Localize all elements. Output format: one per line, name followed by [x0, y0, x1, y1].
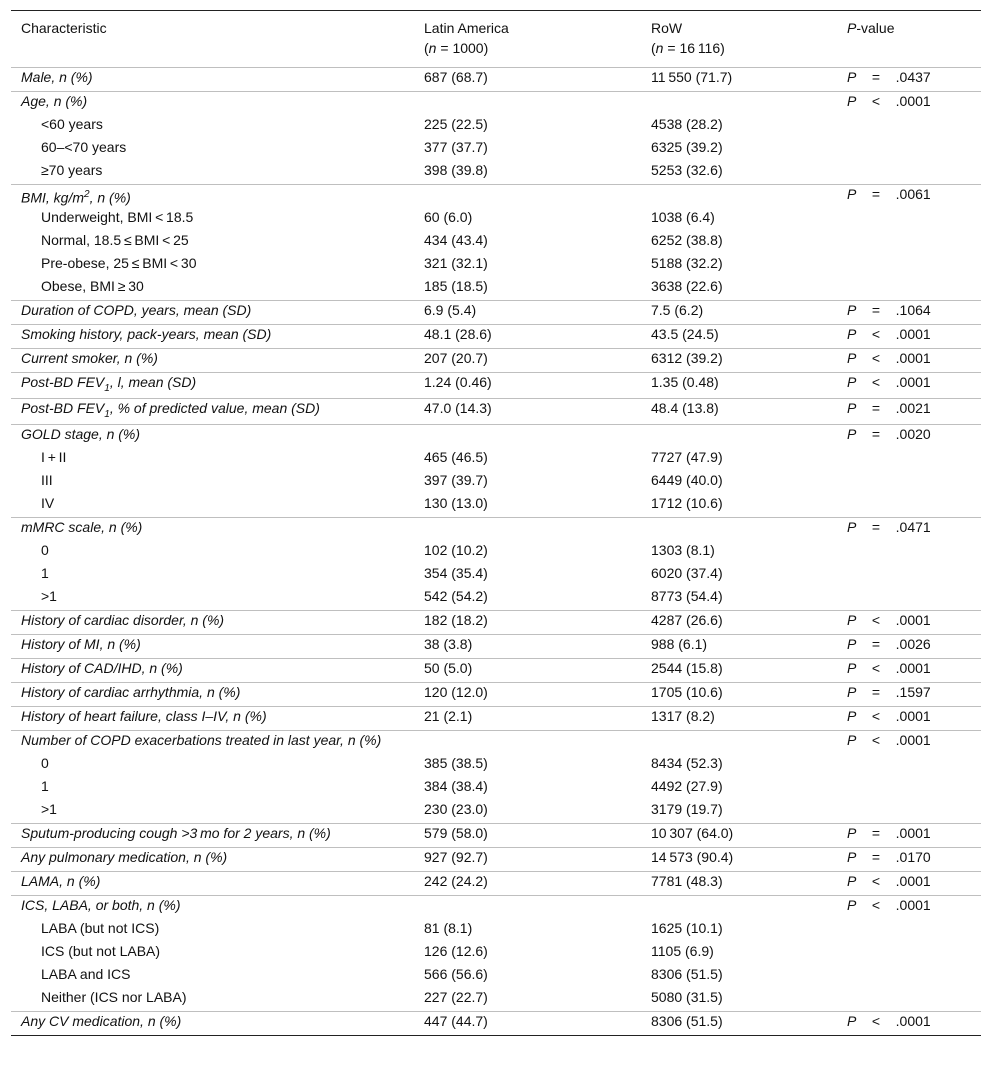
table-row — [11, 988, 981, 1012]
cell-row-region: 48.4 (13.8) — [641, 398, 837, 424]
cell-characteristic: GOLD stage, n (%) — [11, 424, 414, 448]
cell-p-value: P = .1597 — [837, 682, 981, 706]
cell-characteristic: Post-BD $FEV_1$, % of predicted value, mean (SD) — [11, 398, 414, 424]
cell-characteristic: >1 — [41, 587, 57, 604]
cell-row-region: 4538 (28.2) — [651, 116, 723, 132]
table-row — [11, 208, 981, 231]
cell-characteristic: Current smoker, n (%) — [11, 349, 414, 373]
cell-p-value — [837, 564, 981, 587]
cell-row-region: 7.5 (6.2) — [641, 301, 837, 325]
cell-characteristic: LABA (but not ICS) — [41, 919, 160, 936]
cell-characteristic: Post-BD $FEV_1$, l, mean (SD) — [11, 373, 414, 399]
cell-row-region — [641, 895, 837, 919]
cell-row-region — [641, 185, 837, 209]
cell-characteristic: History of MI, n (%) — [11, 634, 414, 658]
cell-p-value: P < .0001 — [837, 373, 981, 399]
cell-p-value: P < .0001 — [837, 325, 981, 349]
table-row — [11, 115, 981, 138]
table-row — [11, 1011, 981, 1035]
cell-row-region: 4492 (27.9) — [651, 777, 723, 794]
cell-p-value: P = .0020 — [837, 424, 981, 448]
cell-latin-america: 6.9 (5.4) — [414, 301, 641, 325]
header-row-n: (n = 16 116) — [651, 40, 725, 56]
cell-row-region: 2544 (15.8) — [641, 658, 837, 682]
cell-p-value: P = .0021 — [837, 398, 981, 424]
table-row — [11, 730, 981, 754]
cell-p-value: P = .0170 — [837, 847, 981, 871]
cell-latin-america: 60 (6.0) — [424, 209, 473, 225]
cell-row-region: 5080 (31.5) — [651, 988, 723, 1005]
cell-latin-america: 398 (39.8) — [424, 162, 488, 178]
cell-characteristic: History of cardiac arrhythmia, n (%) — [11, 682, 414, 706]
cell-characteristic: 0 — [41, 541, 49, 558]
cell-p-value: P < .0001 — [837, 610, 981, 634]
cell-p-value: P = .1064 — [837, 301, 981, 325]
table-row — [11, 965, 981, 988]
cell-p-value: P < .0001 — [837, 895, 981, 919]
table-row — [11, 706, 981, 730]
table-row — [11, 847, 981, 871]
cell-characteristic: Neither (ICS nor LABA) — [41, 988, 187, 1005]
cell-row-region — [641, 424, 837, 448]
table-row — [11, 494, 981, 518]
cell-characteristic: Number of COPD exacerbations treated in last year, n (%) — [11, 730, 837, 754]
cell-latin-america: 385 (38.5) — [424, 754, 488, 771]
cell-p-value: P = .0001 — [837, 823, 981, 847]
cell-characteristic: BMI, $kg/m^2$, n (%) — [11, 185, 414, 209]
cell-characteristic: ≥70 years — [41, 162, 103, 178]
table-row — [11, 517, 981, 541]
cell-characteristic: ICS (but not LABA) — [41, 942, 161, 959]
cell-characteristic: IV — [41, 494, 55, 511]
table-row — [11, 919, 981, 942]
cell-p-value — [837, 138, 981, 161]
cell-latin-america: 579 (58.0) — [414, 823, 641, 847]
cell-latin-america: 377 (37.7) — [424, 139, 488, 155]
cell-characteristic: 1 — [41, 564, 49, 581]
cell-p-value — [837, 541, 981, 564]
cell-row-region: 3638 (22.6) — [651, 278, 723, 294]
header-row-label: RoW — [651, 20, 683, 36]
cell-row-region: 1105 (6.9) — [651, 942, 714, 959]
cell-p-value — [837, 754, 981, 777]
cell-characteristic: Any CV medication, n (%) — [11, 1011, 414, 1035]
cell-row-region: 7781 (48.3) — [641, 871, 837, 895]
cell-p-value: P = .0471 — [837, 517, 981, 541]
header-latin-america-n: (n = 1000) — [424, 40, 489, 56]
cell-p-value: P < .0001 — [837, 92, 981, 116]
cell-characteristic: Underweight, BMI < 18.5 — [41, 209, 194, 225]
cell-row-region: 5188 (32.2) — [651, 255, 723, 271]
cell-p-value — [837, 254, 981, 277]
table-row — [11, 587, 981, 611]
cell-latin-america: 225 (22.5) — [424, 116, 488, 132]
cell-p-value: P = .0026 — [837, 634, 981, 658]
cell-p-value: P < .0001 — [837, 706, 981, 730]
table-row — [11, 754, 981, 777]
cell-latin-america: 321 (32.1) — [424, 255, 488, 271]
table-row — [11, 185, 981, 209]
table-row — [11, 658, 981, 682]
cell-p-value: P < .0001 — [837, 871, 981, 895]
cell-latin-america: 227 (22.7) — [424, 988, 488, 1005]
cell-latin-america: 130 (13.0) — [424, 494, 488, 511]
cell-row-region: 7727 (47.9) — [651, 448, 723, 465]
cell-latin-america: 397 (39.7) — [424, 471, 488, 488]
header-row-region — [641, 11, 837, 68]
table-row — [11, 325, 981, 349]
cell-characteristic: History of heart failure, class I–IV, n (%) — [11, 706, 414, 730]
cell-latin-america — [414, 424, 641, 448]
cell-p-value: P = .0437 — [837, 68, 981, 92]
table-row — [11, 610, 981, 634]
cell-latin-america: 230 (23.0) — [424, 800, 488, 817]
cell-latin-america: 354 (35.4) — [424, 564, 488, 581]
cell-characteristic: <60 years — [41, 116, 103, 132]
cell-latin-america — [414, 92, 641, 116]
cell-characteristic: >1 — [41, 800, 57, 817]
cell-row-region — [641, 92, 837, 116]
cell-latin-america: 21 (2.1) — [414, 706, 641, 730]
table-row — [11, 471, 981, 494]
cell-latin-america: 47.0 (14.3) — [414, 398, 641, 424]
cell-characteristic: Sputum-producing cough >3 mo for 2 years, n (%) — [11, 823, 414, 847]
cell-p-value — [837, 448, 981, 471]
header-latin-america-label: Latin America — [424, 20, 509, 36]
cell-characteristic: III — [41, 471, 53, 488]
cell-characteristic: Pre-obese, 25 ≤ BMI < 30 — [41, 255, 197, 271]
cell-p-value: P < .0001 — [837, 1011, 981, 1035]
cell-row-region: 43.5 (24.5) — [641, 325, 837, 349]
table-row — [11, 349, 981, 373]
cell-p-value — [837, 161, 981, 185]
cell-row-region: 8434 (52.3) — [651, 754, 723, 771]
table-row — [11, 800, 981, 824]
cell-latin-america: 384 (38.4) — [424, 777, 488, 794]
table-row — [11, 564, 981, 587]
cell-characteristic: LABA and ICS — [41, 965, 131, 982]
cell-p-value — [837, 115, 981, 138]
table-header — [11, 11, 981, 68]
cell-characteristic: Male, n (%) — [11, 68, 414, 92]
cell-characteristic: 60–<70 years — [41, 139, 127, 155]
cell-latin-america — [414, 185, 641, 209]
table-row — [11, 777, 981, 800]
table-row — [11, 138, 981, 161]
cell-latin-america: 38 (3.8) — [414, 634, 641, 658]
cell-row-region: 1038 (6.4) — [651, 209, 715, 225]
cell-row-region: 8773 (54.4) — [651, 587, 723, 604]
cell-latin-america: 927 (92.7) — [414, 847, 641, 871]
table-row — [11, 823, 981, 847]
cell-p-value — [837, 965, 981, 988]
table-row — [11, 301, 981, 325]
cell-characteristic: Duration of COPD, years, mean (SD) — [11, 301, 414, 325]
table-body — [11, 68, 981, 1036]
table-row — [11, 254, 981, 277]
cell-row-region — [641, 517, 837, 541]
cell-latin-america: 207 (20.7) — [414, 349, 641, 373]
cell-characteristic: ICS, LABA, or both, n (%) — [11, 895, 414, 919]
table-row — [11, 277, 981, 301]
table-row — [11, 682, 981, 706]
cell-p-value — [837, 919, 981, 942]
cell-latin-america: 182 (18.2) — [414, 610, 641, 634]
cell-p-value: P = .0061 — [837, 185, 981, 209]
cell-characteristic: 1 — [41, 777, 49, 794]
header-p-value: P-value — [847, 20, 895, 36]
cell-characteristic: 0 — [41, 754, 49, 771]
cell-row-region: 6449 (40.0) — [651, 471, 723, 488]
cell-characteristic: History of CAD/IHD, n (%) — [11, 658, 414, 682]
cell-characteristic: Age, n (%) — [11, 92, 414, 116]
cell-row-region: 5253 (32.6) — [651, 162, 723, 178]
cell-latin-america: 434 (43.4) — [424, 232, 488, 248]
cell-latin-america — [414, 517, 641, 541]
cell-row-region: 1.35 (0.48) — [641, 373, 837, 399]
cell-characteristic: History of cardiac disorder, n (%) — [11, 610, 414, 634]
cell-latin-america: 542 (54.2) — [424, 587, 488, 604]
cell-row-region: 988 (6.1) — [641, 634, 837, 658]
table-row — [11, 871, 981, 895]
cell-row-region: 6252 (38.8) — [651, 232, 723, 248]
table-row — [11, 942, 981, 965]
cell-p-value — [837, 277, 981, 301]
table-row — [11, 895, 981, 919]
table-container — [11, 10, 981, 1036]
characteristics-table — [11, 10, 981, 1036]
cell-latin-america: 120 (12.0) — [414, 682, 641, 706]
cell-latin-america: 185 (18.5) — [424, 278, 488, 294]
cell-p-value — [837, 800, 981, 824]
cell-latin-america: 465 (46.5) — [424, 448, 488, 465]
cell-row-region: 8306 (51.5) — [641, 1011, 837, 1035]
cell-p-value: P < .0001 — [837, 349, 981, 373]
cell-p-value — [837, 777, 981, 800]
cell-characteristic: I + II — [41, 448, 67, 465]
cell-p-value: P < .0001 — [837, 730, 981, 754]
cell-characteristic: Any pulmonary medication, n (%) — [11, 847, 414, 871]
cell-latin-america: 50 (5.0) — [414, 658, 641, 682]
table-row — [11, 161, 981, 185]
cell-latin-america: 242 (24.2) — [414, 871, 641, 895]
cell-characteristic: Smoking history, pack-years, mean (SD) — [11, 325, 414, 349]
header-row — [11, 11, 981, 68]
cell-characteristic: Normal, 18.5 ≤ BMI < 25 — [41, 232, 189, 248]
table-row — [11, 68, 981, 92]
table-row — [11, 634, 981, 658]
cell-latin-america: 687 (68.7) — [414, 68, 641, 92]
cell-row-region: 1705 (10.6) — [641, 682, 837, 706]
cell-row-region: 1712 (10.6) — [651, 494, 723, 511]
cell-p-value — [837, 494, 981, 518]
table-row — [11, 398, 981, 424]
table-row — [11, 448, 981, 471]
cell-characteristic: mMRC scale, n (%) — [11, 517, 414, 541]
cell-characteristic: LAMA, n (%) — [11, 871, 414, 895]
cell-p-value — [837, 988, 981, 1012]
cell-row-region: 1303 (8.1) — [651, 541, 715, 558]
cell-row-region: 6020 (37.4) — [651, 564, 723, 581]
cell-row-region: 4287 (26.6) — [641, 610, 837, 634]
table-row — [11, 541, 981, 564]
cell-latin-america — [414, 895, 641, 919]
table-row — [11, 92, 981, 116]
cell-latin-america: 566 (56.6) — [424, 965, 488, 982]
cell-p-value — [837, 587, 981, 611]
cell-row-region: 10 307 (64.0) — [641, 823, 837, 847]
cell-p-value — [837, 942, 981, 965]
cell-characteristic: Obese, BMI ≥ 30 — [41, 278, 144, 294]
cell-p-value — [837, 231, 981, 254]
header-latin-america — [414, 11, 641, 68]
cell-row-region: 1317 (8.2) — [641, 706, 837, 730]
cell-latin-america: 126 (12.6) — [424, 942, 488, 959]
cell-row-region: 14 573 (90.4) — [641, 847, 837, 871]
cell-latin-america: 81 (8.1) — [424, 919, 473, 936]
cell-p-value — [837, 471, 981, 494]
cell-row-region: 3179 (19.7) — [651, 800, 723, 817]
cell-row-region: 6325 (39.2) — [651, 139, 723, 155]
cell-p-value — [837, 208, 981, 231]
table-row — [11, 424, 981, 448]
cell-latin-america: 447 (44.7) — [414, 1011, 641, 1035]
cell-row-region: 1625 (10.1) — [651, 919, 723, 936]
cell-row-region: 11 550 (71.7) — [641, 68, 837, 92]
cell-latin-america: 48.1 (28.6) — [414, 325, 641, 349]
header-characteristic: Characteristic — [21, 20, 107, 36]
table-row — [11, 231, 981, 254]
table-row — [11, 373, 981, 399]
cell-latin-america: 1.24 (0.46) — [414, 373, 641, 399]
cell-p-value: P < .0001 — [837, 658, 981, 682]
cell-row-region: 8306 (51.5) — [651, 965, 723, 982]
cell-latin-america: 102 (10.2) — [424, 541, 488, 558]
cell-row-region: 6312 (39.2) — [641, 349, 837, 373]
